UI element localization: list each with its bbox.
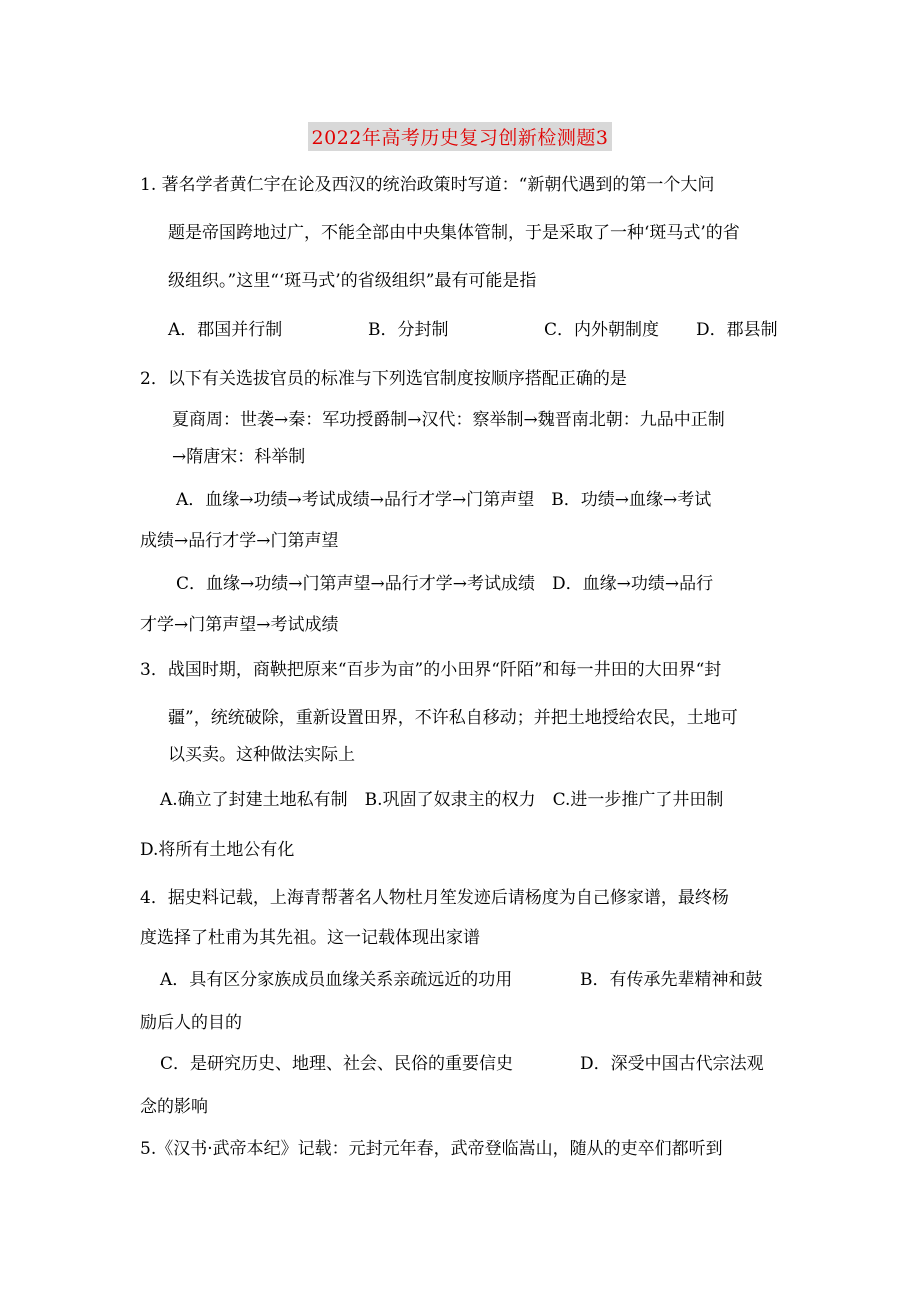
q2-line-3: →隋唐宋：科举制 (172, 447, 306, 467)
q1-line-1: 1. 著名学者黄仁宇在论及西汉的统治政策时写道：“新朝代遇到的第一个大问 (140, 175, 715, 195)
q4-option-a: A．具有区分家族成员血缘关系亲疏远近的功用 (160, 970, 513, 990)
q4-option-b: B．有传承先辈精神和鼓 (580, 970, 763, 990)
q4-line-1: 4．据史料记载，上海青帮著名人物杜月笙发迹后请杨度为自己修家谱，最终杨 (140, 888, 729, 908)
document-title (0, 122, 920, 151)
q1-option-a: A．郡国并行制 (168, 320, 283, 340)
q2-line-4: A．血缘→功绩→考试成绩→品行才学→门第声望 B．功绩→血缘→考试 (176, 490, 712, 510)
q2-line-1: 2．以下有关选拔官员的标准与下列选官制度按顺序搭配正确的是 (140, 369, 627, 389)
q2-line-2: 夏商周：世袭→秦：军功授爵制→汉代：察举制→魏晋南北朝：九品中正制 (172, 410, 725, 430)
q4-option-d: D．深受中国古代宗法观 (580, 1054, 764, 1074)
q5-line-1: 5.《汉书·武帝本纪》记载：元封元年春，武帝登临嵩山，随从的吏卒们都听到 (140, 1139, 723, 1159)
q1-option-c: C．内外朝制度 (544, 320, 660, 340)
q3-line-1: 3．战国时期，商鞅把原来“百步为亩”的小田界“阡陌”和每一井田的大田界“封 (140, 660, 722, 680)
q4-line-2: 度选择了杜甫为其先祖。这一记载体现出家谱 (140, 928, 480, 948)
q4-option-b-cont: 励后人的目的 (140, 1013, 242, 1033)
q3-line-5: D.将所有土地公有化 (140, 840, 295, 860)
q2-line-6: C．血缘→功绩→门第声望→品行才学→考试成绩 D．血缘→功绩→品行 (176, 574, 714, 594)
q2-line-7: 才学→门第声望→考试成绩 (140, 615, 339, 635)
q4-option-c: C．是研究历史、地理、社会、民俗的重要信史 (160, 1054, 514, 1074)
title-text: 2022年高考历史复习创新检测题3 (308, 122, 613, 151)
q3-line-2: 疆”，统统破除，重新设置田界，不许私自移动；并把土地授给农民，土地可 (168, 708, 738, 728)
q3-line-3: 以买卖。这种做法实际上 (168, 745, 355, 765)
q4-option-d-cont: 念的影响 (140, 1097, 208, 1117)
q1-option-b: B．分封制 (368, 320, 449, 340)
q1-line-3: 级组织。”这里“‘斑马式’的省级组织”最有可能是指 (168, 271, 537, 291)
q3-line-4: A.确立了封建土地私有制 B.巩固了奴隶主的权力 C.进一步推广了井田制 (160, 790, 724, 810)
q2-line-5: 成绩→品行才学→门第声望 (140, 531, 339, 551)
q1-line-2: 题是帝国跨地过广，不能全部由中央集体管制，于是采取了一种‘斑马式’的省 (168, 223, 740, 243)
q1-option-d: D．郡县制 (696, 320, 778, 340)
